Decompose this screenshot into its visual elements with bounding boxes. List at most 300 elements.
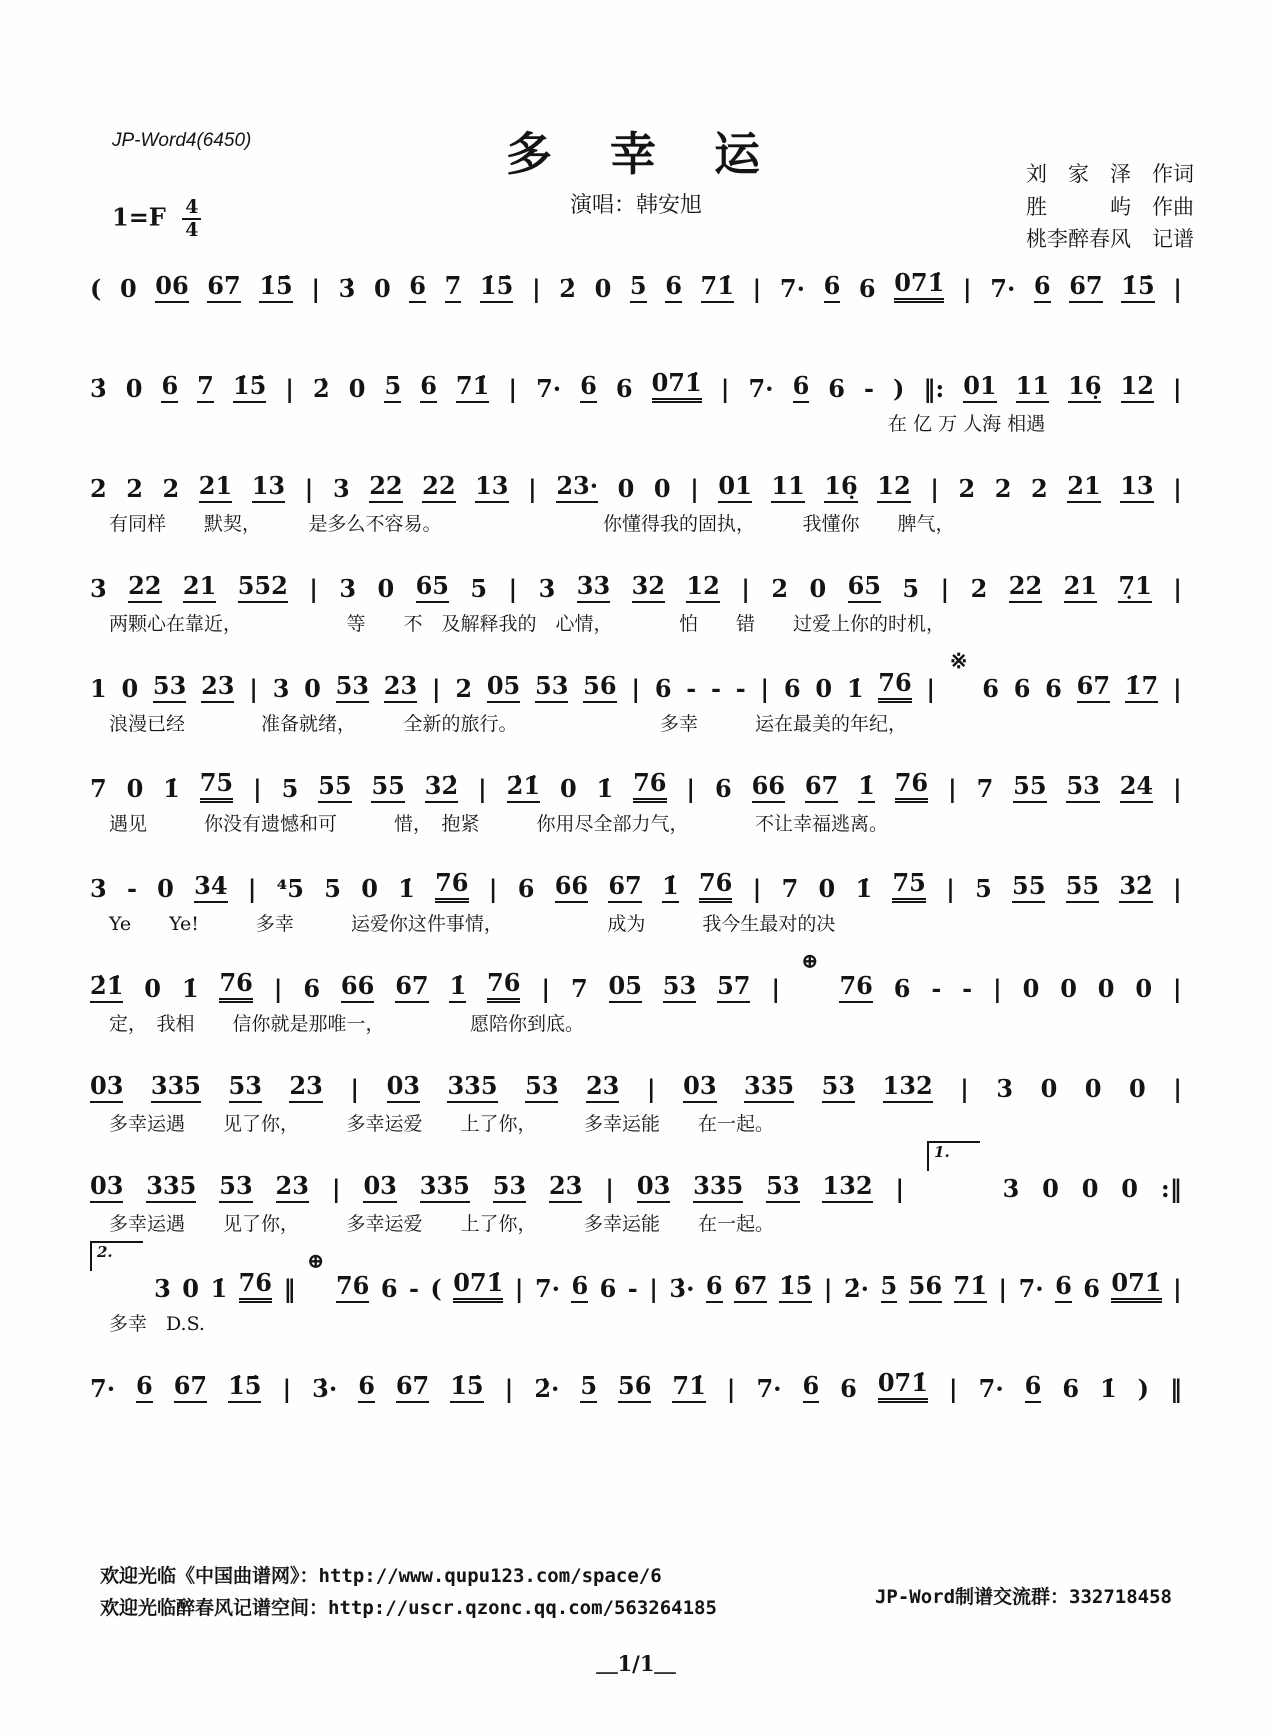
note-token: 0 (348, 374, 366, 404)
music-system-6 (90, 747, 1182, 847)
note-token: 67 (396, 1372, 429, 1403)
barline: | (1173, 574, 1182, 604)
notation-row (90, 747, 1182, 803)
barline: | (1172, 1274, 1182, 1304)
qzone-space-link: 欢迎光临醉春风记谱空间：http://uscr.qzonc.qq.com/563264185 (100, 1597, 717, 1620)
barline: | (649, 1274, 658, 1304)
music-system-1 (90, 247, 1182, 347)
note-token: 6 (303, 974, 321, 1004)
barline: | (631, 674, 641, 704)
barline: | (993, 974, 1002, 1004)
barline: | (249, 674, 258, 704)
note-token: 6 (420, 372, 437, 403)
note-token: 21 (199, 472, 232, 503)
notation-row (90, 1047, 1182, 1103)
notation-systems (90, 247, 1182, 1447)
note-token: 6 (136, 1372, 153, 1403)
note-token: 12 (1121, 372, 1154, 403)
note-token: 67 (207, 272, 240, 303)
note-token: - (408, 1274, 419, 1304)
note-token: 03 (363, 1172, 396, 1203)
music-system-9 (90, 1047, 1182, 1147)
note-token: 0 (815, 674, 833, 704)
note-token: 6 (665, 272, 682, 303)
note-token: 132 (822, 1172, 872, 1203)
note-token: 13 (1120, 472, 1153, 503)
barline: ‖ (1170, 1374, 1182, 1404)
note-token: 071̇ (1111, 1269, 1161, 1303)
note-token: 71̇ (456, 372, 489, 403)
note-token: 6 (714, 774, 732, 804)
note-token: 55 (1012, 872, 1045, 903)
composer-credit: 胜 屿 作曲 (1026, 194, 1194, 219)
music-system-4 (90, 547, 1182, 647)
note-token: 7 (976, 774, 994, 804)
note-token: 6 (1045, 674, 1062, 704)
note-token: 7· (534, 1274, 561, 1304)
coda-sign: ⊕ (800, 947, 819, 973)
lyrics-row (90, 309, 1182, 343)
note-token: - (864, 374, 874, 404)
music-system-12 (90, 1347, 1182, 1447)
note-token: 57 (717, 972, 750, 1003)
lyrics-row: 多幸运遇 见了你， 多幸运爱 上了你， 多幸运能 在一起。 (90, 1213, 775, 1235)
lyrics-row: 浪漫已经 准备就绪， 全新的旅行。 多幸 运在最美的年纪， (90, 713, 908, 735)
note-token: 3 (996, 1074, 1014, 1104)
note-token: 6 (793, 372, 810, 403)
note-token: 1̇5̇ (480, 272, 513, 303)
note-token: 0 (121, 674, 139, 704)
barline: | (946, 874, 955, 904)
note-token: 0 (304, 674, 321, 704)
note-token: 21 (1064, 572, 1097, 603)
note-token: 3̇· (669, 1274, 695, 1304)
note-token: - (126, 874, 137, 904)
barline: | (514, 1274, 524, 1304)
note-token: 6 (615, 374, 633, 404)
barline: | (960, 1074, 969, 1104)
note-token: ( (90, 274, 102, 304)
note-token: 7· (1018, 1274, 1044, 1304)
note-token: 2 (970, 574, 988, 604)
barline: | (478, 774, 487, 804)
note-token: 0 (377, 574, 395, 604)
note-token: 5 (630, 272, 647, 303)
singer-label: 演唱：韩安旭 (569, 193, 702, 218)
barline: | (895, 1174, 905, 1204)
note-token: 7 (781, 874, 799, 904)
note-token: 7 (197, 372, 214, 403)
note-token: 1̇ (181, 974, 199, 1004)
note-token: 22 (1009, 572, 1042, 603)
note-token: 56 (909, 1272, 942, 1303)
music-system-8 (90, 947, 1182, 1047)
note-token: 55 (1066, 872, 1099, 903)
note-token: 0 (653, 474, 671, 504)
note-token: 071̇ (453, 1269, 503, 1303)
note-token: 23 (289, 1072, 322, 1103)
barline: | (752, 874, 762, 904)
note-token: - (931, 974, 942, 1004)
barline: | (752, 274, 762, 304)
note-token: 7· (756, 1374, 782, 1404)
note-token: 7· (978, 1374, 1004, 1404)
note-token: ) (892, 374, 905, 404)
note-token: 6 (858, 274, 876, 304)
note-token: 0 (1042, 1174, 1059, 1204)
note-token: 335 (744, 1072, 794, 1103)
note-token: 16̣ (1068, 372, 1101, 403)
note-token: 01 (963, 372, 996, 403)
note-token: ⁴5 (276, 874, 304, 904)
note-token: 3̇ (90, 374, 107, 404)
note-token: 55 (1013, 772, 1046, 803)
barline: | (962, 274, 972, 304)
note-token: 3 (272, 674, 290, 704)
note-token: 3 (90, 574, 107, 604)
note-token: 03 (90, 1072, 123, 1103)
lyricist-credit: 刘 家 泽 作词 (1026, 162, 1194, 186)
time-signature (182, 198, 201, 240)
note-token: 6 (783, 674, 801, 704)
note-token: 23 (549, 1172, 582, 1203)
note-token: 34 (194, 872, 227, 903)
note-token: 3̇ (338, 274, 356, 304)
note-token: 2 (126, 474, 143, 504)
key-signature (112, 198, 201, 240)
barline: | (726, 1374, 736, 1404)
note-token: 0 (373, 274, 391, 304)
note-token: 6 (982, 674, 999, 704)
coda-sign: ⊕ (306, 1247, 325, 1273)
note-token: 552 (238, 572, 288, 603)
credits-block (1026, 158, 1194, 256)
note-token: 1̇5̇ (228, 1372, 261, 1403)
note-token: 5 (470, 574, 488, 604)
note-token: 5 (975, 874, 992, 904)
note-token: 32 (632, 572, 665, 603)
barline: | (1173, 1074, 1182, 1104)
note-token: 6 (893, 974, 911, 1004)
note-token: 67 (608, 872, 641, 903)
note-token: 2 (771, 574, 789, 604)
barline: | (926, 674, 936, 704)
note-token: 6 (803, 1372, 820, 1403)
music-system-3 (90, 447, 1182, 547)
note-token: 53 (663, 972, 696, 1003)
note-token: - (686, 674, 697, 704)
note-token: 53 (525, 1072, 558, 1103)
barline: | (1173, 274, 1182, 304)
note-token: 0 (157, 874, 174, 904)
note-token: 13 (475, 472, 508, 503)
note-token: 76 (239, 1269, 272, 1303)
note-token: 7 (570, 974, 588, 1004)
note-token: 53 (219, 1172, 252, 1203)
note-token: 071̇ (894, 269, 944, 303)
note-token: 66 (752, 772, 785, 803)
barline: | (760, 674, 770, 704)
barline: | (504, 1374, 514, 1404)
music-system-7 (90, 847, 1182, 947)
note-token: 65 (416, 572, 449, 603)
note-token: 67 (1069, 272, 1102, 303)
note-token: 0 (1129, 1074, 1146, 1104)
note-token: 67 (805, 772, 838, 803)
barline: | (247, 874, 257, 904)
note-token: 53 (336, 672, 369, 703)
note-token: 6 (358, 1372, 375, 1403)
volta-bracket: 2. (90, 1241, 143, 1271)
lyrics-row: Ye Ye! 多幸 运爱你这件事情， 成为 我今生最对的决 (90, 913, 836, 935)
note-token: 3 (154, 1274, 171, 1304)
note-token: 66 (341, 972, 374, 1003)
note-token: 2 (958, 474, 976, 504)
note-token: 2 (90, 474, 107, 504)
note-token: 05 (487, 672, 520, 703)
note-token: 6 (840, 1374, 857, 1404)
barline: | (690, 474, 699, 504)
note-token: - (735, 674, 746, 704)
note-token: 7· (990, 274, 1016, 304)
note-token: 76 (219, 969, 252, 1003)
barline: | (541, 974, 551, 1004)
note-token: 03 (90, 1172, 123, 1203)
barline: | (1172, 674, 1182, 704)
transcriber-credit: 桃李醉春风 记谱 (1026, 227, 1194, 252)
time-signature-denominator: 4 (185, 219, 199, 241)
note-token: 3 (339, 574, 357, 604)
note-token: 3 (1002, 1174, 1020, 1204)
note-token: 16̣ (824, 472, 857, 503)
notation-row (90, 1347, 1182, 1403)
note-token: 71̇ (701, 272, 734, 303)
note-token: 76 (839, 972, 872, 1003)
barline: | (528, 474, 537, 504)
notation-row (90, 547, 1182, 603)
note-token: 6 (517, 874, 535, 904)
note-token: 03 (387, 1072, 420, 1103)
note-token: 6 (824, 272, 841, 303)
music-system-2 (90, 347, 1182, 447)
note-token: 5 (881, 1272, 898, 1303)
barline: | (309, 574, 318, 604)
barline: | (508, 374, 518, 404)
note-token: 1 (90, 674, 107, 704)
note-token: 06 (155, 272, 188, 303)
note-token: 53 (766, 1172, 799, 1203)
note-token: 3 (332, 474, 350, 504)
note-token: 335 (420, 1172, 470, 1203)
barline: | (998, 1274, 1008, 1304)
barline: | (1172, 974, 1182, 1004)
note-token: 67 (395, 972, 428, 1003)
note-token: 76 (336, 1272, 369, 1303)
note-token: 22 (128, 572, 161, 603)
note-token: 75 (200, 769, 233, 803)
barline: | (253, 774, 262, 804)
note-token: 6 (1055, 1272, 1072, 1303)
note-token: 6 (1062, 1374, 1080, 1404)
note-token: 23 (276, 1172, 309, 1203)
barline: | (1173, 774, 1182, 804)
note-token: 65 (848, 572, 881, 603)
barline: | (431, 674, 441, 704)
note-token: 2̇1̇ (507, 772, 540, 803)
note-token: 71̇ (672, 1372, 705, 1403)
qupu-site-link: 欢迎光临《中国曲谱网》：http://www.qupu123.com/space/6 (100, 1565, 662, 1587)
note-token: 1̇7 (1125, 672, 1158, 703)
note-token: 33 (577, 572, 610, 603)
music-system-10 (90, 1142, 1182, 1247)
note-token: 2̇ (559, 274, 576, 304)
note-token: 12 (877, 472, 910, 503)
barline: | (605, 1174, 614, 1204)
note-token: 071̇ (652, 369, 702, 403)
note-token: 0 (361, 874, 378, 904)
note-token: 23 (201, 672, 234, 703)
note-token: 1̇ (1100, 1374, 1117, 1404)
note-token: 76 (895, 769, 928, 803)
notation-row (90, 947, 1182, 1003)
note-token: 1̇ (398, 874, 415, 904)
note-token: 6 (161, 372, 178, 403)
time-signature-numerator: 4 (182, 198, 201, 220)
note-token: 7̣1 (1118, 572, 1151, 603)
note-token: 76 (878, 669, 911, 703)
watermark-label: JP-Word4(6450) (112, 130, 252, 151)
note-token: 76 (699, 869, 732, 903)
note-token: 0 (126, 774, 144, 804)
note-token: 0 (119, 274, 137, 304)
note-token: 0 (1084, 1074, 1102, 1104)
note-token: 0 (594, 274, 612, 304)
barline: | (686, 774, 696, 804)
note-token: 67 (174, 1372, 207, 1403)
note-token: 5 (580, 1372, 597, 1403)
note-token: 1̇ (855, 874, 873, 904)
barline: | (508, 574, 518, 604)
note-token: 2̇· (843, 1274, 870, 1304)
notation-row (90, 847, 1182, 903)
note-token: 1̇ (449, 972, 466, 1003)
note-token: 1̇ (662, 872, 679, 903)
lyrics-row: 定， 我相 信你就是那唯一， 愿陪你到底。 (90, 1013, 585, 1035)
note-token: 6 (409, 272, 426, 303)
barline: ‖: (923, 374, 945, 404)
notation-row (90, 447, 1182, 503)
note-token: 071̇ (878, 1369, 928, 1403)
barline: | (273, 974, 283, 1004)
note-token: 1̇ (596, 774, 614, 804)
note-token: 03 (637, 1172, 670, 1203)
note-token: 6 (599, 1274, 617, 1304)
note-token: 0 (1121, 1174, 1138, 1204)
note-token: 7· (779, 274, 805, 304)
barline: | (1173, 474, 1182, 504)
barline: | (1173, 874, 1182, 904)
barline: | (720, 374, 730, 404)
note-token: 76 (435, 869, 468, 903)
note-token: 53 (229, 1072, 262, 1103)
note-token: 66 (555, 872, 588, 903)
lyrics-row (90, 1409, 1182, 1443)
note-token: 0 (144, 974, 161, 1004)
song-title: 多 幸 运 (506, 127, 766, 181)
note-token: 75 (892, 869, 925, 903)
music-system-5 (90, 647, 1182, 747)
lyrics-row: 遇见 你没有遗憾和可 惜， 抱紧 你用尽全部力气， 不让幸福逃离。 (90, 813, 889, 835)
barline: | (304, 474, 314, 504)
note-token: 132 (883, 1072, 933, 1103)
page-number: ＿1/1＿ (596, 1651, 676, 1676)
note-token: 6 (654, 674, 672, 704)
note-token: 1̇5̇ (259, 272, 292, 303)
notation-row (90, 1142, 1182, 1204)
note-token: 24 (1120, 772, 1153, 803)
note-token: - (962, 974, 973, 1004)
music-system-11 (90, 1242, 1182, 1347)
note-token: 6 (706, 1272, 723, 1303)
note-token: 0 (1097, 974, 1115, 1004)
note-token: ( (430, 1274, 442, 1304)
notation-row (90, 1242, 1182, 1304)
lyrics-row: 多幸 D.S. (90, 1313, 205, 1335)
note-token: 3 (90, 874, 107, 904)
note-token: 56 (618, 1372, 651, 1403)
note-token: 22 (369, 472, 402, 503)
notation-row (90, 347, 1182, 403)
note-token: 1̇5̇ (450, 1372, 483, 1403)
note-token: 23 (586, 1072, 619, 1103)
note-token: 21 (183, 572, 216, 603)
note-token: - (627, 1274, 638, 1304)
note-token: 3̇· (312, 1374, 338, 1404)
volta-bracket: 1. (927, 1141, 980, 1171)
note-token: 76 (487, 969, 520, 1003)
note-token: 2̇ (313, 374, 330, 404)
note-token: 6 (380, 1274, 398, 1304)
note-token: 0 (617, 474, 635, 504)
note-token: 0 (182, 1274, 199, 1304)
note-token: 67 (1077, 672, 1110, 703)
note-token: 0 (818, 874, 836, 904)
note-token: 0 (809, 574, 827, 604)
jpword-group-label: JP-Word制谱交流群：332718458 (874, 1586, 1172, 1608)
note-token: 22 (422, 472, 455, 503)
note-token: 0 (559, 774, 577, 804)
note-token: 23· (556, 472, 598, 503)
note-token: 0 (1135, 974, 1153, 1004)
note-token: 56 (583, 672, 616, 703)
lyrics-row: 多幸运遇 见了你， 多幸运爱 上了你， 多幸运能 在一起。 (90, 1113, 775, 1135)
note-token: 0 (1081, 1174, 1099, 1204)
note-token: 6 (1025, 1372, 1042, 1403)
note-token: 2 (162, 474, 180, 504)
barline: | (282, 1374, 292, 1404)
note-token: 53 (822, 1072, 855, 1103)
note-token: 5 (324, 874, 341, 904)
footer-links (100, 1560, 717, 1625)
note-token: 0 (1040, 1074, 1058, 1104)
note-token: 12 (686, 572, 719, 603)
barline: | (741, 574, 750, 604)
note-token: 1̇5̇ (233, 372, 266, 403)
note-token: 0 (125, 374, 143, 404)
note-token: 7· (536, 374, 562, 404)
barline: | (488, 874, 498, 904)
note-token: 2 (994, 474, 1012, 504)
